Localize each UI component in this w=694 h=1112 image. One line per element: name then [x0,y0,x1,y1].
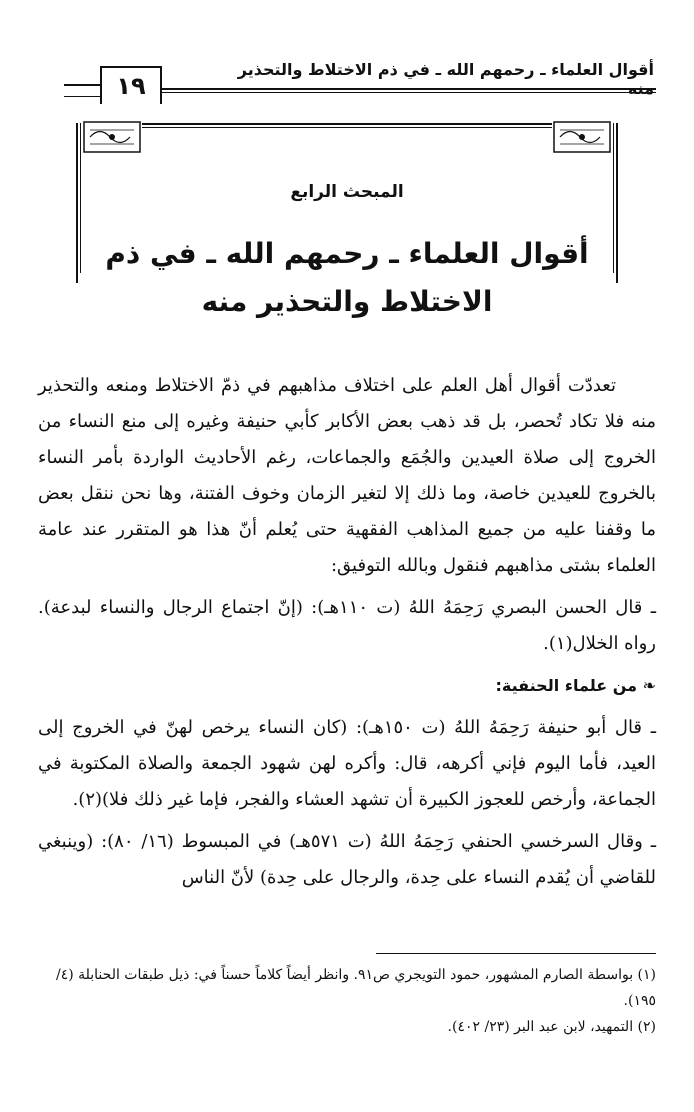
ornament-right-icon [552,118,612,156]
title-frame-top-inner [142,127,552,128]
section-heading-hanafi: ❧ من علماء الحنفية: [495,676,656,695]
chapter-title: أقوال العلماء ـ رحمهم الله ـ في ذم الاختلاط والتحذير منه [105,237,589,318]
paragraph-intro: تعددّت أقوال أهل العلم على اختلاف مذاهبهم في ذمّ الاختلاط ومنعه والتحذير منه فلا تكاد تُحصر، بل قد ذهب بعض الأكابر كأبي حنيفة وغيره إلى منع النساء من الخروج إلى صلاة العيدين والجُمَع والجماعات، رغم الأحاديث الواردة بأمر النساء بالخروج للعيدين خاصة، وما ذلك إلا لتغير الزمان وخوف الفتنة، وها نحن ننقل بعض ما وقفنا عليه من جميع المذاهب الفقهية حتى يُعلم أنّ هذا هو المتقرر عند عامة العلماء بشتى مذاهبهم فنقول وبالله التوفيق: [38,375,656,576]
footnote-2: (٢) التمهيد، لابن عبد البر (٢٣/ ٤٠٢). [447,1019,656,1035]
footnote-1: (١) بواسطة الصارم المشهور، حمود التويجري ص٩١. وانظر أيضاً كلاماً حسناً في: ذيل طبقات الحنابلة (٤/ ١٩٥). [55,967,656,1009]
section-label: المبحث الرابع [290,182,404,202]
header-rule [160,88,656,90]
footnote-rule [376,953,656,954]
paragraph-hasan: ـ قال الحسن البصري رَحِمَهُ اللهُ (ت ١١٠هـ): (إنّ اجتماع الرجال والنساء لبدعة). رواه الخلال(١). [38,597,656,654]
body-text [38,368,656,902]
title-frame-left [76,123,78,283]
page-number: ١٩ [100,66,162,104]
ornament-left-icon [82,118,142,156]
running-header: أقوال العلماء ـ رحمهم الله ـ في ذم الاختلاط والتحذير منه [237,60,654,98]
header-rule-thin [160,92,656,93]
title-frame-top [142,123,552,125]
header-rule-left [64,84,100,97]
paragraph-abu-hanifa: ـ قال أبو حنيفة رَحِمَهُ اللهُ (ت ١٥٠هـ): (كان النساء يرخص لهنّ في الخروج إلى العيد، فأما اليوم فإني أكرهه، قال: وأكره لهن شهود الجمعة والصلاة المكتوبة في الجماعة، وأرخص للعجوز الكبيرة أن تشهد العشاء والفجر، فإما غير ذلك فلا)(٢). [38,717,656,810]
footnotes [38,962,656,1040]
title-frame-right [616,123,618,283]
paragraph-sarakhsi: ـ وقال السرخسي الحنفي رَحِمَهُ اللهُ (ت ٥٧١هـ) في المبسوط (١٦/ ٨٠): (وينبغي للقاضي أن يُقدم النساء على حِدة، والرجال على حِدة) لأنّ الناس [38,831,656,888]
